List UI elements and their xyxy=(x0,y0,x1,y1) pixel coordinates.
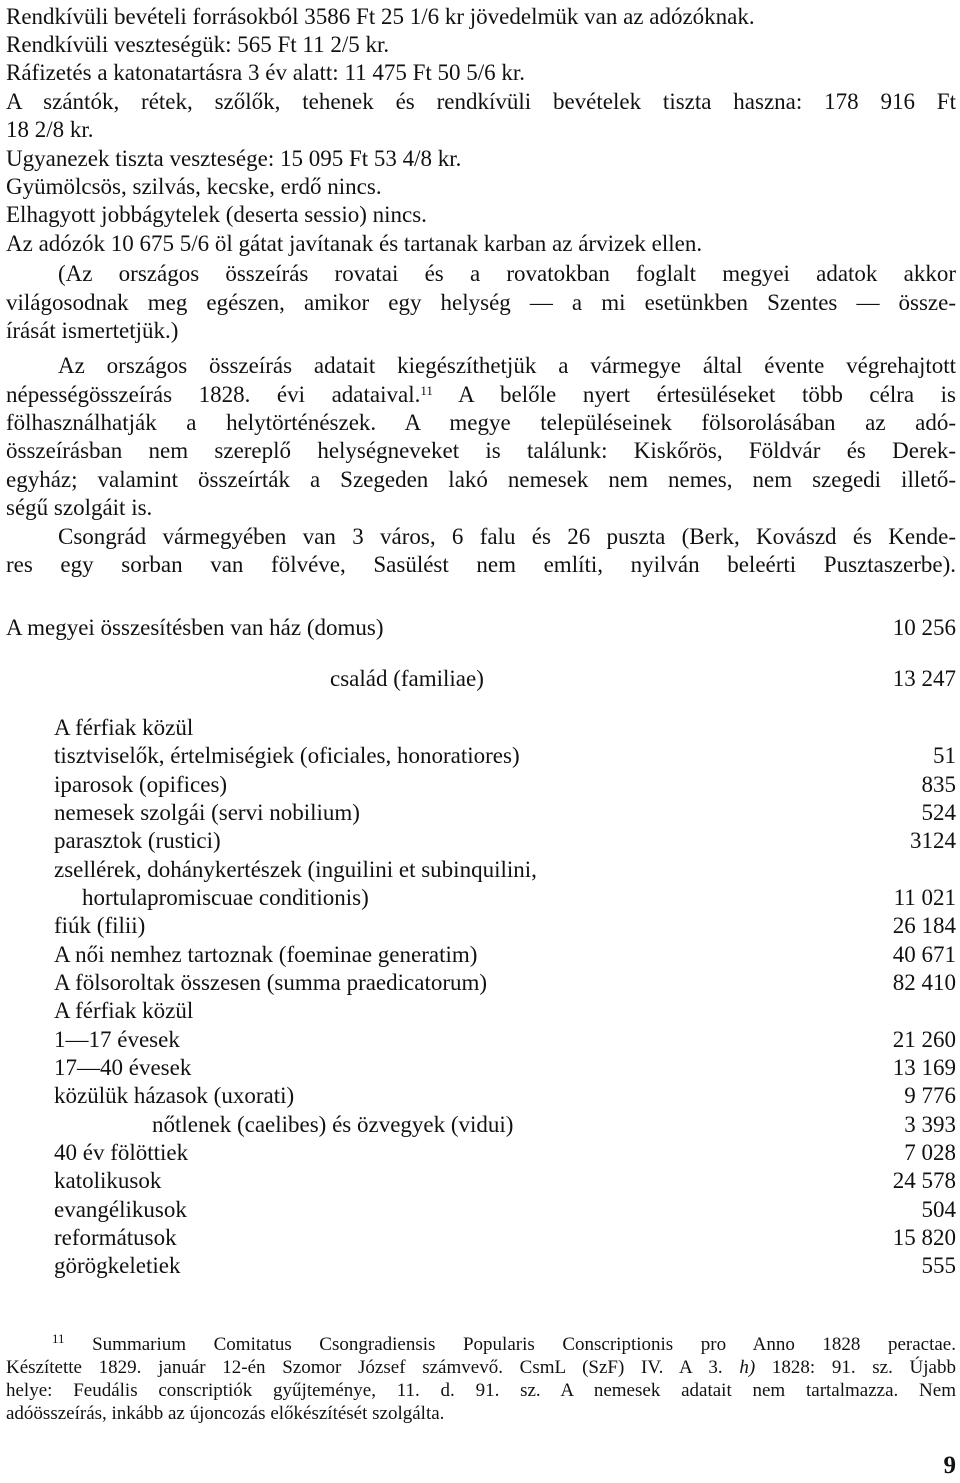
text-line: Az országos összeírás adatait kiegészíthetjük a vármegye által évente végrehajtott xyxy=(58,353,956,378)
text-span: 1828: 91. sz. Újabb xyxy=(755,1357,956,1378)
row-label: A fölsoroltak összesen (summa praedicatorum) xyxy=(54,970,488,995)
text-line: A szántók, rétek, szőlők, tehenek és rendkívüli bevételek tiszta haszna: 178 916 Ft xyxy=(6,89,956,114)
row-value: 82 410 xyxy=(892,970,956,995)
row-label: 17—40 évesek xyxy=(54,1055,192,1080)
text-line: írását ismertetjük.) xyxy=(6,318,179,343)
row-label: evangélikusok xyxy=(54,1197,187,1222)
text-line: összeírásban nem szereplő helységneveket is találunk: Kiskőrös, Földvár és Derek- xyxy=(6,438,956,463)
row-label: A férfiak közül xyxy=(54,998,194,1023)
text-line: Csongrád vármegyében van 3 város, 6 falu és 26 puszta (Berk, Kovászd és Kende- xyxy=(58,524,956,549)
text-line: 18 2/8 kr. xyxy=(6,117,94,142)
text-span: Készítette 1829. január 12-én Szomor József számvevő. CsmL (SzF) IV. A 3. xyxy=(6,1357,740,1378)
row-value: 3 393 xyxy=(904,1112,956,1137)
row-value: 10 256 xyxy=(892,615,956,640)
row-value: 555 xyxy=(921,1253,956,1278)
footnote-line xyxy=(6,1356,956,1379)
row-label: 1—17 évesek xyxy=(54,1027,180,1052)
row-value: 13 169 xyxy=(892,1055,956,1080)
row-label: közülük házasok (uxorati) xyxy=(54,1083,295,1108)
row-value: 504 xyxy=(921,1197,956,1222)
text-line: egyház; valamint összeírták a Szegeden lakó nemesek nem nemes, nem szegedi illető- xyxy=(6,467,956,492)
row-label: tisztviselők, értelmiségiek (oficiales, honoratiores) xyxy=(54,743,520,768)
row-value: 3124 xyxy=(910,828,956,853)
row-value: 24 578 xyxy=(892,1168,956,1193)
text-line: világosodnak meg egészen, amikor egy helység — a mi esetünkben Szentes — össze- xyxy=(6,290,956,315)
row-label: nőtlenek (caelibes) és özvegyek (vidui) xyxy=(152,1112,514,1137)
row-label: zsellérek, dohánykertészek (inguilini et subinquilini, xyxy=(54,857,537,882)
text-line: (Az országos összeírás rovatai és a rovatokban foglalt megyei adatok akkor xyxy=(58,261,956,286)
text-line: Gyümölcsös, szilvás, kecske, erdő nincs. xyxy=(6,174,382,199)
row-label: iparosok (opifices) xyxy=(54,772,228,797)
text-line: Ráfizetés a katonatartásra 3 év alatt: 11 475 Ft 50 5/6 kr. xyxy=(6,60,526,85)
row-label: A férfiak közül xyxy=(54,715,194,740)
row-label: görögkeletiek xyxy=(54,1253,181,1278)
text-span: népességösszeírás 1828. évi adataival. xyxy=(6,382,421,407)
row-label: 40 év fölöttiek xyxy=(54,1140,189,1165)
text-span: Summarium Comitatus Csongradiensis Popularis Conscriptionis pro Anno 1828 peractae. xyxy=(64,1334,956,1355)
footnote-line: adóösszeírás, inkább az újoncozás előkészítését szolgálta. xyxy=(6,1403,445,1424)
page-number: 9 xyxy=(943,1452,956,1479)
row-value: 21 260 xyxy=(892,1027,956,1052)
footnote-ref: 11 xyxy=(420,383,433,398)
text-line xyxy=(6,381,956,409)
text-line: ségű szolgáit is. xyxy=(6,495,153,520)
footnote-line: helye: Feudális conscriptiók gyűjteménye, 11. d. 91. sz. A nemesek adatait nem tartalmazza. Nem xyxy=(6,1380,956,1401)
footnote-line xyxy=(52,1333,956,1356)
row-value: 15 820 xyxy=(892,1225,956,1250)
row-label: A női nemhez tartoznak (foeminae generatim) xyxy=(54,942,478,967)
text-line: fölhasználhatják a helytörténészek. A megye településeinek fölsorolásában az adó- xyxy=(6,410,956,435)
text-line: Elhagyott jobbágytelek (deserta sessio) nincs. xyxy=(6,202,427,227)
row-label: A megyei összesítésben van ház (domus) xyxy=(6,615,384,640)
row-label: katolikusok xyxy=(54,1168,162,1193)
row-label: hortulapromiscuae conditionis) xyxy=(82,885,369,910)
row-value: 26 184 xyxy=(892,913,956,938)
footnote-marker: 11 xyxy=(52,1331,65,1346)
row-label: parasztok (rustici) xyxy=(54,828,221,853)
text-line: Rendkívüli veszteségük: 565 Ft 11 2/5 kr. xyxy=(6,32,390,57)
text-line: Rendkívüli bevételi forrásokból 3586 Ft 25 1/6 kr jövedelmük van az adózóknak. xyxy=(6,4,755,29)
row-value: 11 021 xyxy=(893,885,956,910)
row-value: 7 028 xyxy=(904,1140,956,1165)
row-label: család (familiae) xyxy=(330,666,484,691)
row-value: 835 xyxy=(921,772,956,797)
row-label: nemesek szolgái (servi nobilium) xyxy=(54,800,360,825)
row-value: 40 671 xyxy=(892,942,956,967)
text-line: res egy sorban van fölvéve, Sasülést nem említi, nyilván beleérti Pusztaszerbe). xyxy=(6,552,956,577)
text-span-italic: h) xyxy=(739,1357,756,1378)
row-value: 51 xyxy=(933,743,956,768)
text-span: A belőle nyert értesüléseket több célra is xyxy=(432,382,956,407)
row-value: 9 776 xyxy=(904,1083,956,1108)
text-line: Az adózók 10 675 5/6 öl gátat javítanak és tartanak karban az árvizek ellen. xyxy=(6,231,703,256)
text-line: Ugyanezek tiszta vesztesége: 15 095 Ft 53 4/8 kr. xyxy=(6,146,462,171)
row-value: 524 xyxy=(921,800,956,825)
row-value: 13 247 xyxy=(892,666,956,691)
row-label: fiúk (filii) xyxy=(54,913,146,938)
row-label: reformátusok xyxy=(54,1225,177,1250)
